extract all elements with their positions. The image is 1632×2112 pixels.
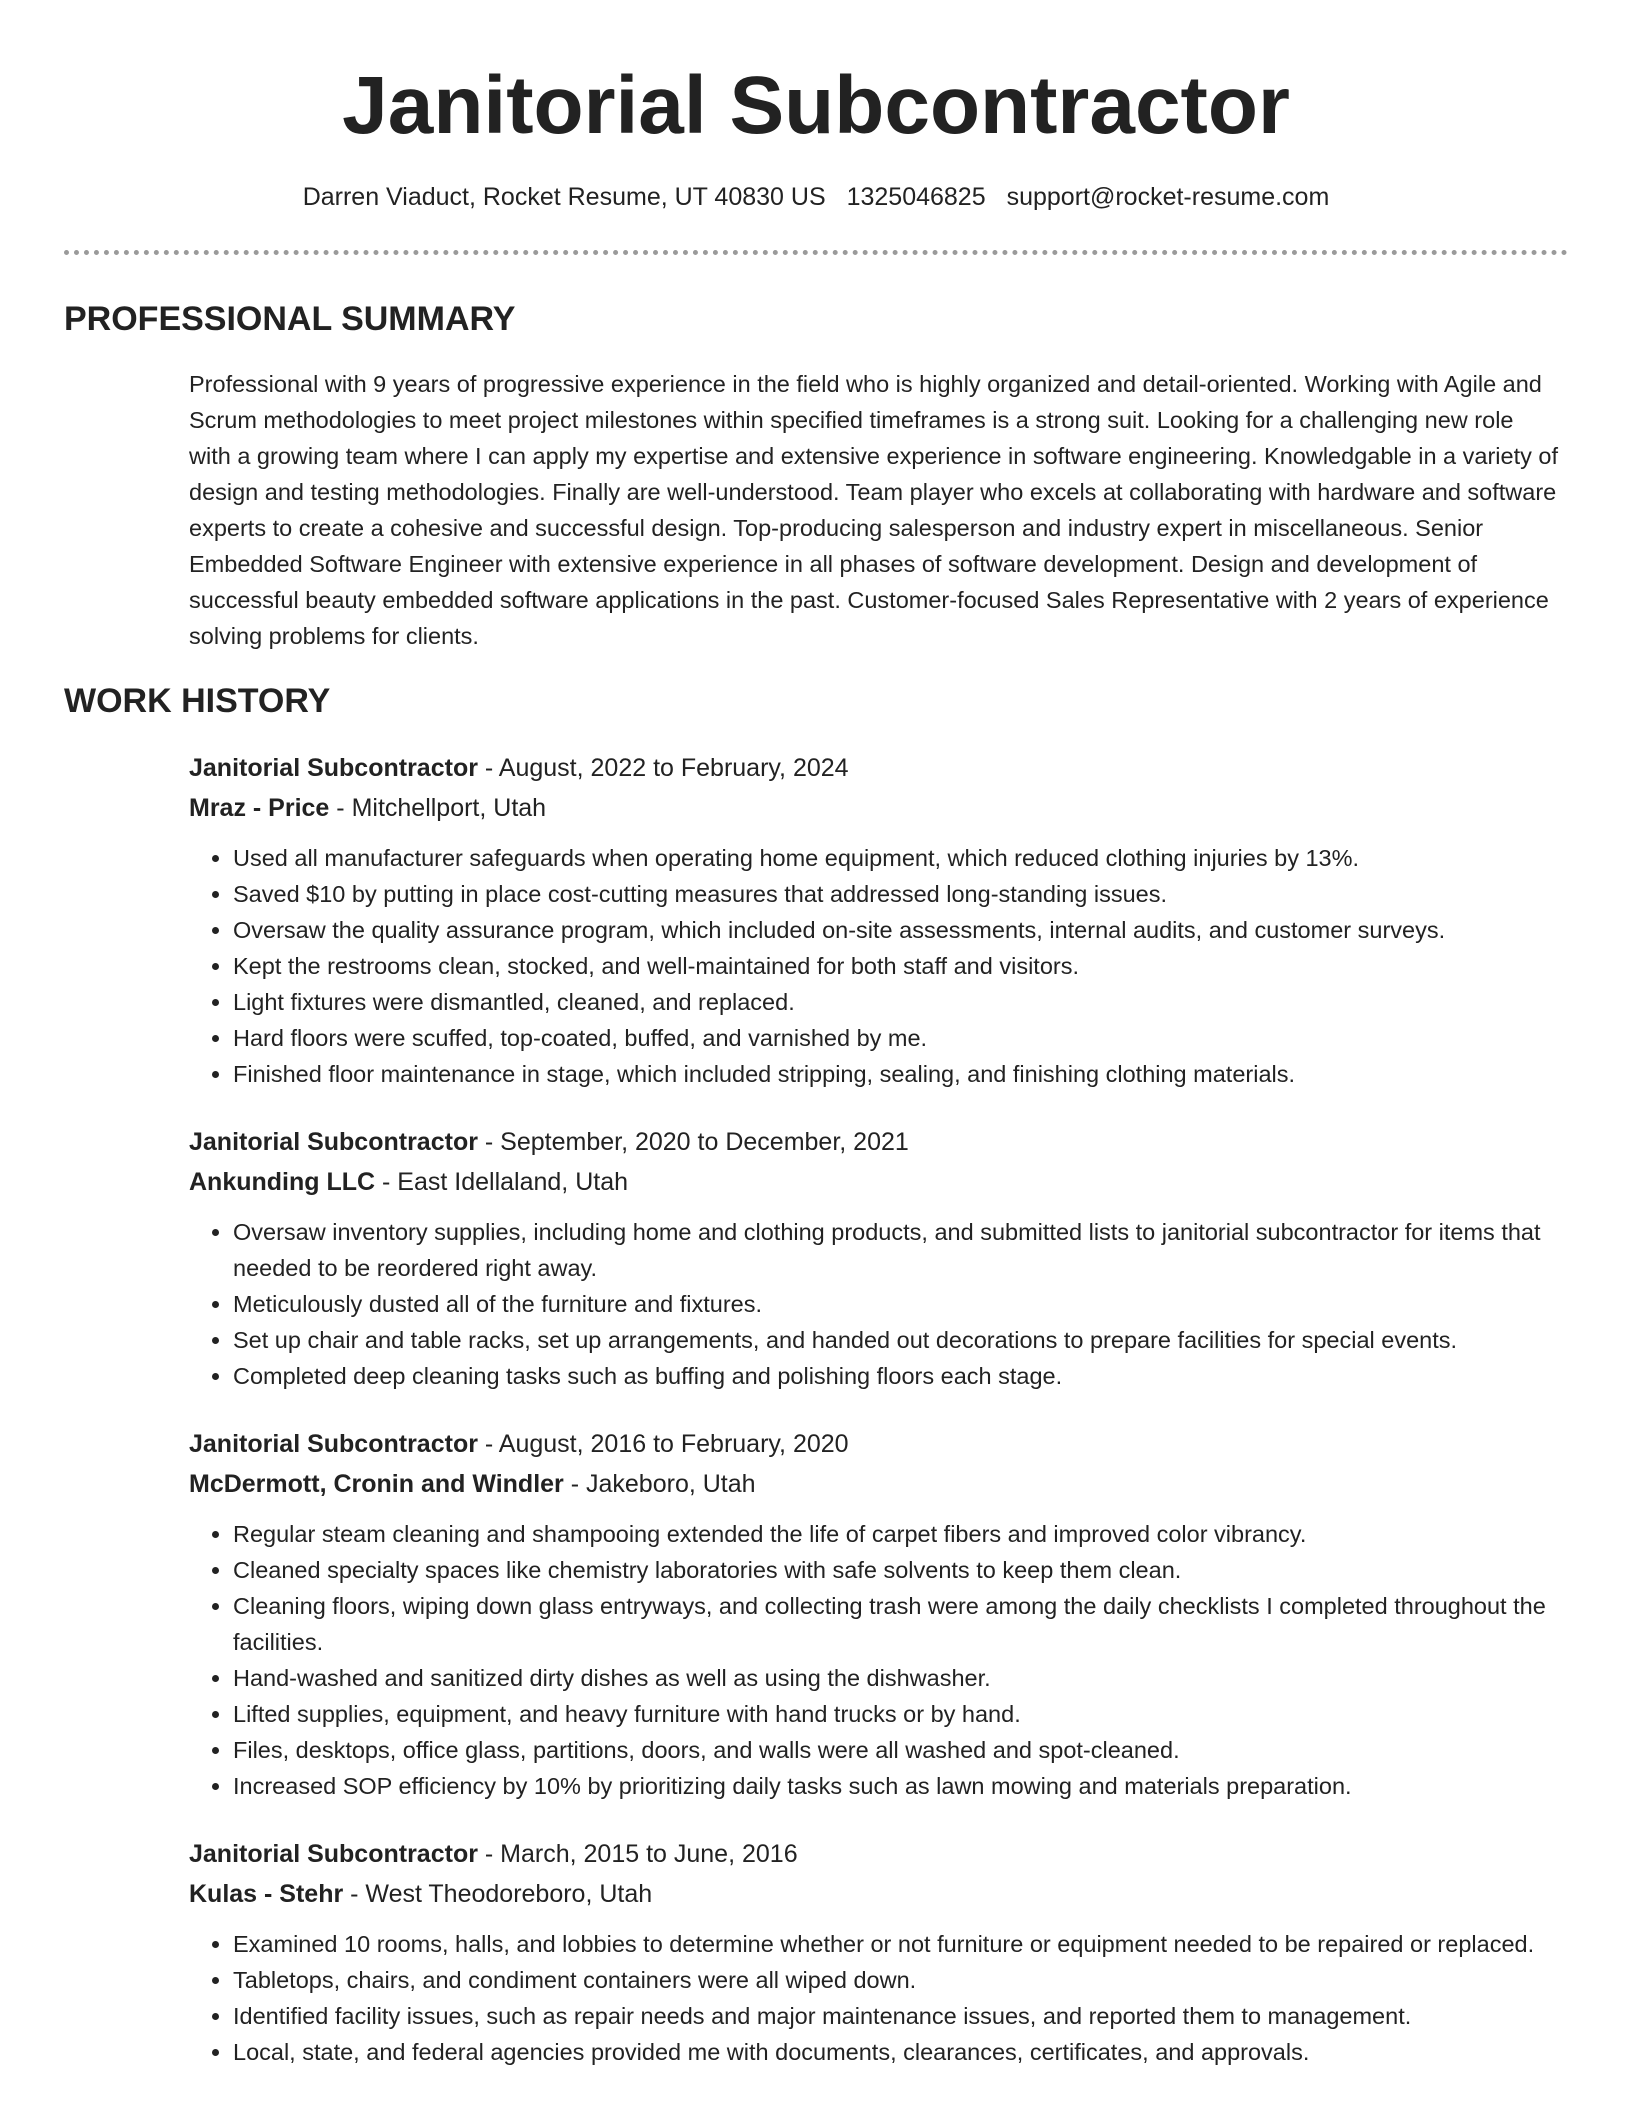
separator: - (343, 1880, 366, 1908)
work-history-list (189, 748, 1569, 2100)
job-bullet: • Local, state, and federal agencies provided me with documents, clearances, certificates, and approvals. (233, 2034, 1569, 2070)
job-title: Janitorial Subcontractor (189, 754, 478, 782)
job-title: Janitorial Subcontractor (189, 1840, 478, 1868)
job-title: Janitorial Subcontractor (189, 1128, 478, 1156)
job-bullet: • Hard floors were scuffed, top-coated, buffed, and varnished by me. (233, 1020, 1569, 1056)
job-bullet: • Cleaning floors, wiping down glass entryways, and collecting trash were among the daily checklists I completed throughout the facilities. (233, 1588, 1569, 1660)
summary-text: Professional with 9 years of progressive experience in the field who is highly organized and detail-oriented. Working with Agile and Scrum methodologies to meet project milestones within specified timeframes is a strong suit. Looking for a challenging new role with a growing team where I can apply my expertise and extensive experience in software engineering. Knowledgable in a variety of design and testing methodologies. Finally are well-understood. Team player who excels at collaborating with hardware and software experts to create a cohesive and successful design. Top-producing salesperson and industry expert in miscellaneous. Senior Embedded Software Engineer with extensive experience in all phases of software development. Design and development of successful beauty embedded software applications in the past. Customer-focused Sales Representative with 2 years of experience solving problems for clients. (189, 371, 1558, 649)
job-bullet: • Regular steam cleaning and shampooing extended the life of carpet fibers and improved color vibrancy. (233, 1516, 1569, 1552)
job-company: Ankunding LLC (189, 1168, 376, 1196)
job-title-line (189, 1834, 1569, 1874)
job-bullet: • Identified facility issues, such as repair needs and major maintenance issues, and reported them to management. (233, 1998, 1569, 2034)
job-bullets (189, 1516, 1569, 1804)
job-dates: August, 2016 to February, 2020 (498, 1430, 849, 1458)
separator: - (477, 1128, 501, 1156)
separator: - (375, 1168, 398, 1196)
contact-address: Darren Viaduct, Rocket Resume, UT 40830 US (302, 183, 826, 211)
job-bullet: • Oversaw inventory supplies, including home and clothing products, and submitted lists to janitorial subcontractor for items that needed to be reordered right away. (233, 1214, 1569, 1286)
separator: - (477, 1430, 499, 1458)
job-entry (189, 1834, 1569, 2070)
job-bullet: • Saved $10 by putting in place cost-cutting measures that addressed long-standing issues. (233, 876, 1569, 912)
job-company-line (189, 788, 1569, 828)
separator: - (563, 1470, 586, 1498)
job-company: Mraz - Price (189, 794, 330, 822)
job-company-line (189, 1874, 1569, 1914)
job-bullet: • Tabletops, chairs, and condiment containers were all wiped down. (233, 1962, 1569, 1998)
job-dates: September, 2020 to December, 2021 (500, 1128, 909, 1156)
job-bullet: • Examined 10 rooms, halls, and lobbies to determine whether or not furniture or equipment needed to be repaired or replaced. (233, 1926, 1569, 1962)
job-dates: August, 2022 to February, 2024 (498, 754, 849, 782)
job-location: West Theodoreboro, Utah (365, 1880, 653, 1908)
job-entry (189, 1122, 1569, 1394)
job-bullet: • Oversaw the quality assurance program, which included on-site assessments, internal audits, and customer surveys. (233, 912, 1569, 948)
contact-email: support@rocket-resume.com (1006, 183, 1330, 211)
job-bullet: • Light fixtures were dismantled, cleaned, and replaced. (233, 984, 1569, 1020)
job-bullets (189, 840, 1569, 1092)
job-company: Kulas - Stehr (189, 1880, 344, 1908)
separator: - (477, 1840, 501, 1868)
job-bullet: • Kept the restrooms clean, stocked, and well-maintained for both staff and visitors. (233, 948, 1569, 984)
header-divider (64, 250, 1568, 255)
job-bullet: • Increased SOP efficiency by 10% by prioritizing daily tasks such as lawn mowing and materials preparation. (233, 1768, 1569, 1804)
job-bullet: • Used all manufacturer safeguards when operating home equipment, which reduced clothing injuries by 13%. (233, 840, 1569, 876)
job-entry (189, 748, 1569, 1092)
job-bullet: • Finished floor maintenance in stage, which included stripping, sealing, and finishing clothing materials. (233, 1056, 1569, 1092)
job-title-line (189, 748, 1569, 788)
job-bullets (189, 1214, 1569, 1394)
job-title: Janitorial Subcontractor (189, 1430, 478, 1458)
job-dates: March, 2015 to June, 2016 (500, 1840, 798, 1868)
job-entry (189, 1424, 1569, 1804)
job-company-line (189, 1464, 1569, 1504)
job-title-line (189, 1122, 1569, 1162)
job-bullet: • Meticulously dusted all of the furniture and fixtures. (233, 1286, 1569, 1322)
separator: - (477, 754, 499, 782)
job-bullet: • Completed deep cleaning tasks such as buffing and polishing floors each stage. (233, 1358, 1569, 1394)
job-bullet: • Set up chair and table racks, set up arrangements, and handed out decorations to prepare facilities for special events. (233, 1322, 1569, 1358)
job-location: East Idellaland, Utah (397, 1168, 628, 1196)
job-bullets (189, 1926, 1569, 2070)
job-title-line (189, 1424, 1569, 1464)
job-bullet: • Hand-washed and sanitized dirty dishes as well as using the dishwasher. (233, 1660, 1569, 1696)
job-company: McDermott, Cronin and Windler (189, 1470, 564, 1498)
resume-name: Janitorial Subcontractor (342, 60, 1290, 151)
job-bullet: • Lifted supplies, equipment, and heavy furniture with hand trucks or by hand. (233, 1696, 1569, 1732)
contact-line (0, 180, 1632, 214)
job-location: Mitchellport, Utah (351, 794, 547, 822)
job-company-line (189, 1162, 1569, 1202)
job-bullet: • Cleaned specialty spaces like chemistry laboratories with safe solvents to keep them clean. (233, 1552, 1569, 1588)
job-bullet: • Files, desktops, office glass, partitions, doors, and walls were all washed and spot-cleaned. (233, 1732, 1569, 1768)
work-history-heading: WORK HISTORY (64, 682, 331, 720)
summary-heading: PROFESSIONAL SUMMARY (64, 300, 516, 338)
job-location: Jakeboro, Utah (586, 1470, 756, 1498)
contact-phone: 1325046825 (846, 183, 986, 211)
separator: - (329, 794, 352, 822)
